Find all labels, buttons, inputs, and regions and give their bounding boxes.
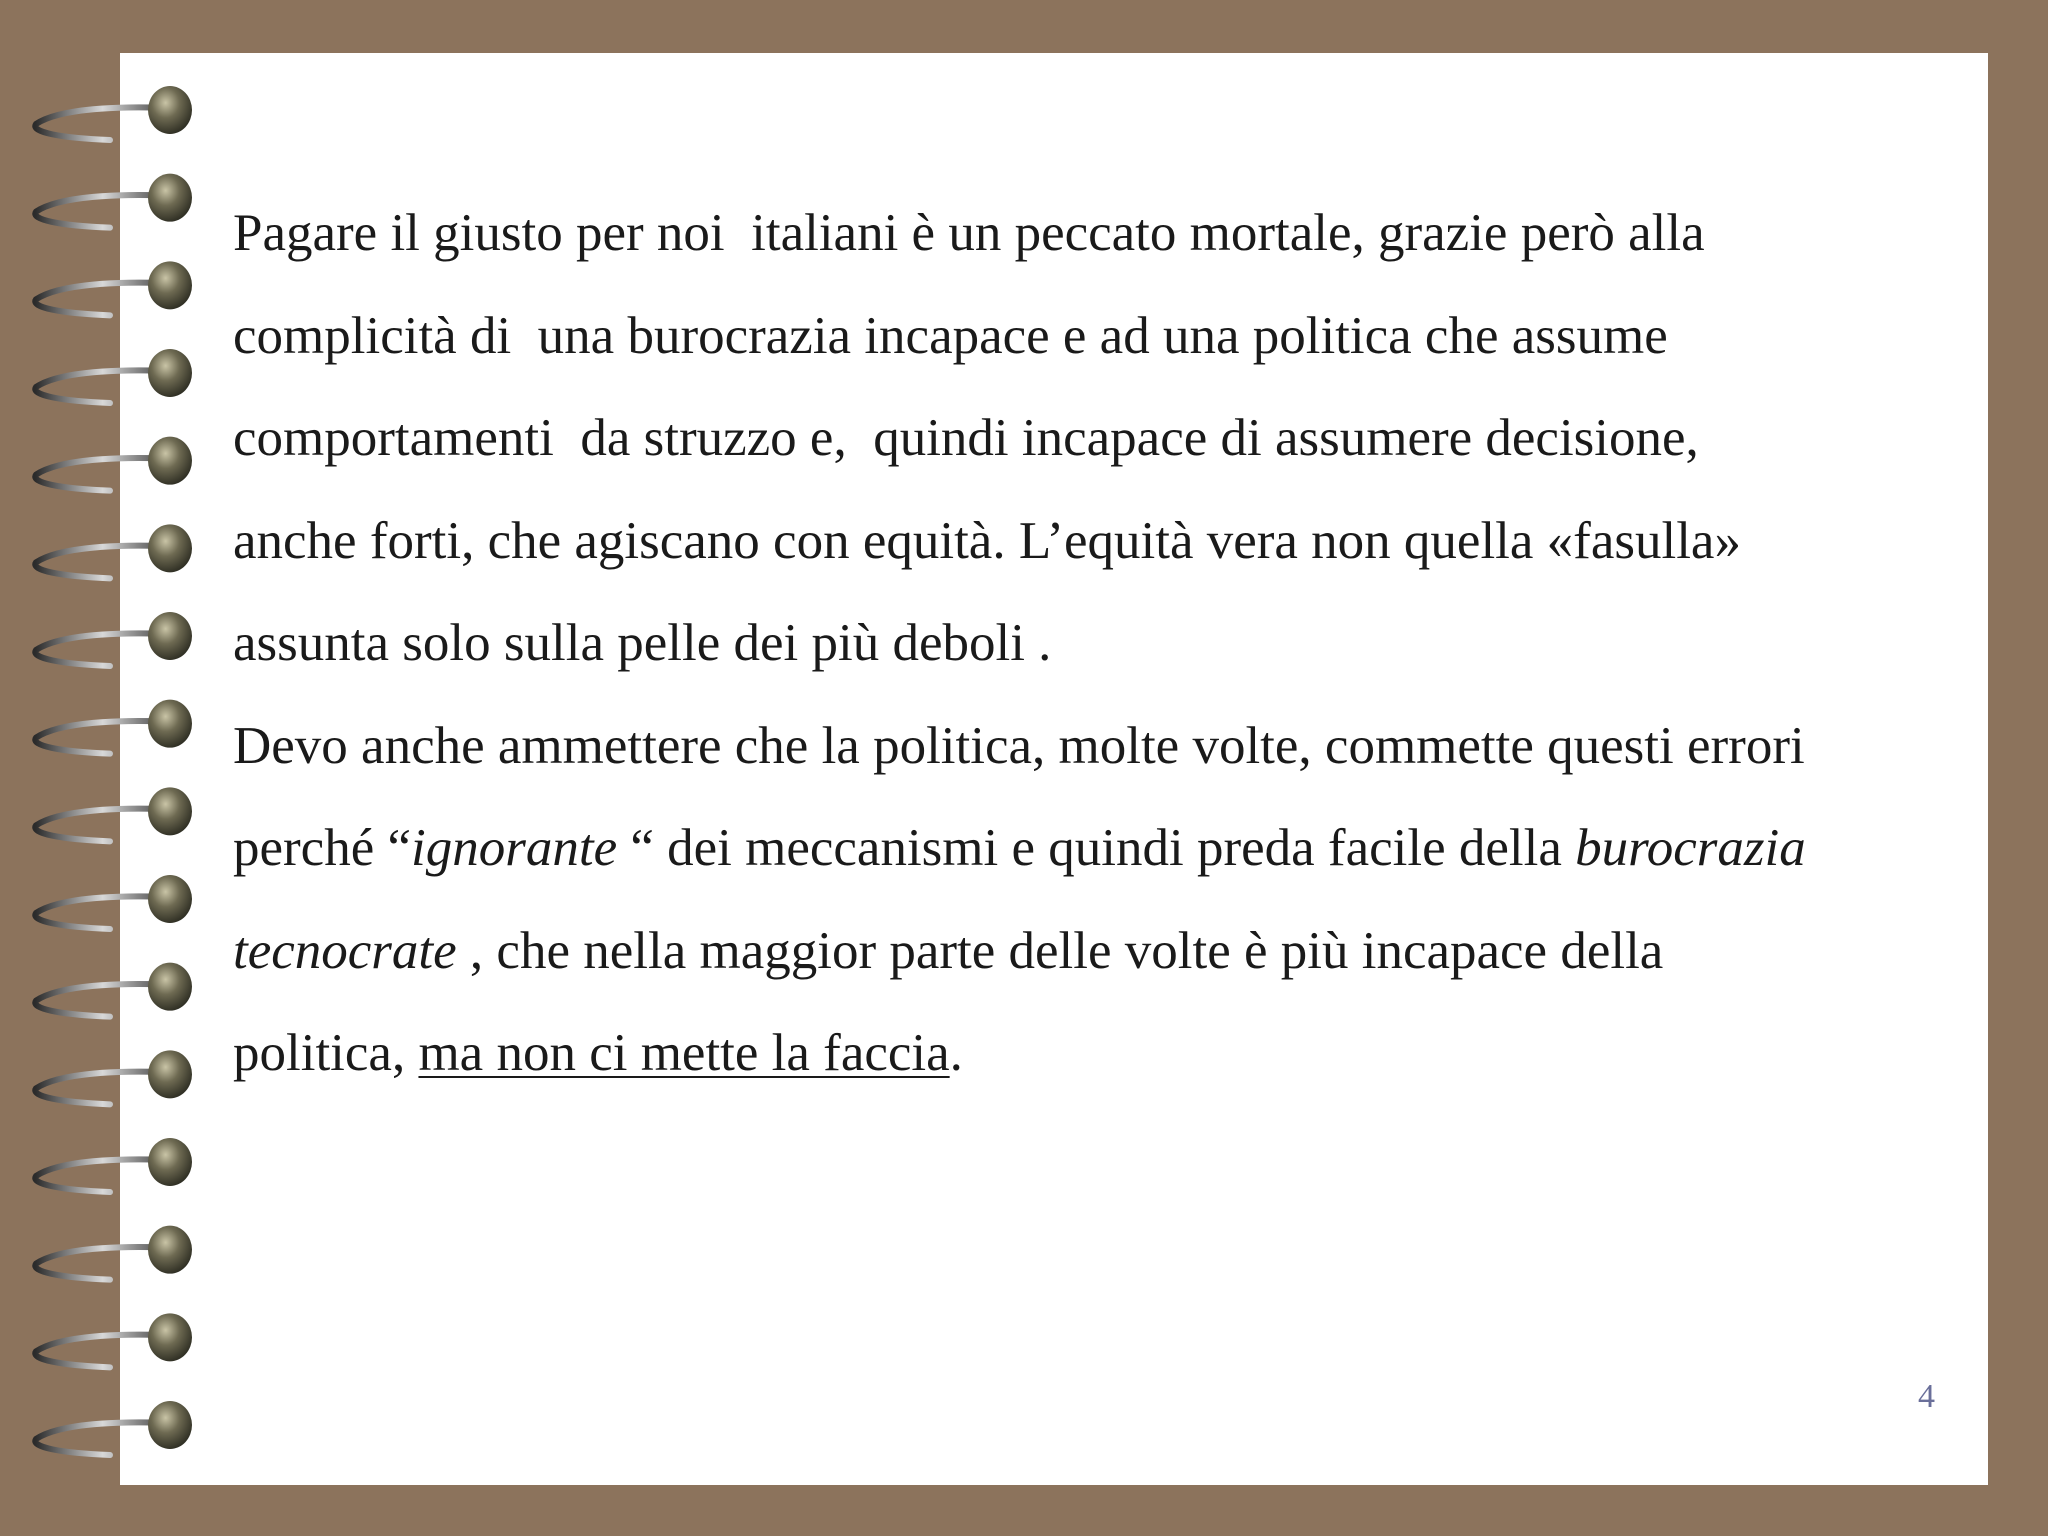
text-line-2: complicità di una burocrazia incapace e ad una politica che assume [233,306,1668,365]
spiral-binding-icon [0,0,220,1536]
text-line-8 [233,900,1933,1003]
spiral-ring-icon [35,349,192,403]
spiral-ring-icon [35,1313,192,1367]
body-text [233,182,1933,1105]
text-line-3: comportamenti da struzzo e, quindi incapace di assumere decisione, [233,409,1699,467]
spiral-ring-icon [35,1050,192,1104]
spiral-ring-icon [35,700,192,754]
spiral-ring-icon [35,437,192,491]
text-segment: , che nella maggior parte delle volte è più incapace della [456,921,1664,980]
spiral-ring-icon [35,875,192,929]
text-line-1: Pagare il giusto per noi italiani è un peccato mortale, grazie però alla [233,204,1705,262]
underlined-phrase: ma non ci mette la faccia [418,1024,950,1082]
spiral-ring-icon [35,963,192,1017]
spiral-ring-icon [35,1138,192,1192]
spiral-ring-icon [35,524,192,578]
text-line-7 [233,797,1933,900]
text-line-5: assunta solo sulla pelle dei più deboli . [233,614,1052,672]
text-segment: perché “ [233,819,411,877]
page-number: 4 [1918,1378,1935,1415]
text-line-6: Devo anche ammettere che la politica, molte volte, commette questi errori [233,716,1805,775]
text-segment: politica, [233,1024,419,1082]
text-segment: “ dei meccanismi e quindi preda facile della [617,819,1576,877]
spiral-ring-icon [35,1226,192,1280]
spiral-ring-icon [35,787,192,841]
spiral-ring-icon [35,174,192,228]
text-line-4: anche forti, che agiscano con equità. L’equità vera non quella «fasulla» [233,511,1741,570]
spiral-ring-icon [35,261,192,315]
spiral-ring-icon [35,612,192,666]
italic-ignorante: ignorante [411,819,618,877]
spiral-ring-icon [35,86,192,140]
italic-burocrazia: burocrazia [1575,819,1806,877]
spiral-ring-icon [35,1401,192,1455]
text-segment: . [949,1024,963,1082]
italic-tecnocrate: tecnocrate [233,921,457,980]
text-line-9 [233,1002,1933,1105]
